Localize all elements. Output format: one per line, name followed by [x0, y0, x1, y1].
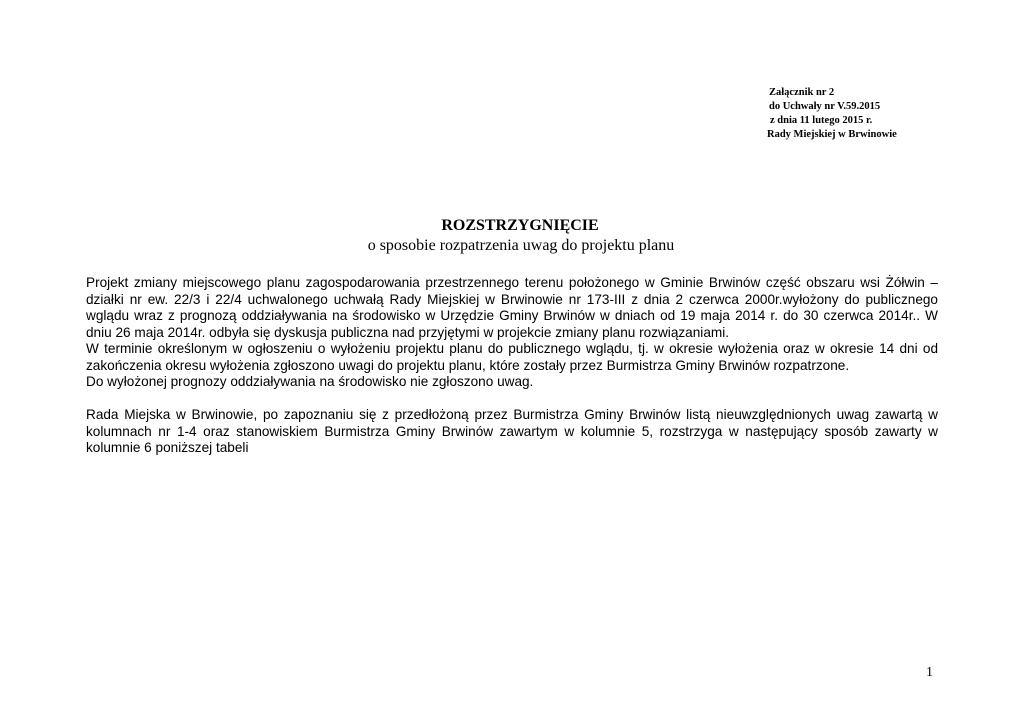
annex-date: z dnia 11 lutego 2015 r. — [770, 115, 873, 126]
body-paragraph: Projekt zmiany miejscowego planu zagospodarowania przestrzennego terenu położonego w Gminie Brwinów część obszaru wsi Żółwin – działki nr ew. 22/3 i 22/4 uchwalonego uchwałą Rady Miejskiej w Brwinowie nr 173-III z dnia 2 czerwca 2000r.wyłożony do publicznego wglądu wraz z prognozą oddziaływania na środowisko w Urzędzie Gminy Brwinów w dniach od 19 maja 2014 r. do 30 czerwca 2014r.. W dniu 26 maja 2014r. odbyła się dyskusja publiczna nad przyjętymi w projekcie zmiany planu rozwiązaniami. — [86, 275, 938, 340]
document-subtitle: o sposobie rozpatrzenia uwag do projektu planu — [367, 237, 675, 254]
annex-header — [766, 86, 897, 142]
body-paragraph: Do wyłożonej prognozy oddziaływania na środowisko nie zgłoszono uwag. — [86, 374, 534, 389]
body-paragraph: W terminie określonym w ogłoszeniu o wyłożeniu projektu planu do publicznego wglądu, tj. w okresie wyłożenia oraz w okresie 14 dni od zakończenia okresu wyłożenia zgłoszono uwagi do projektu planu, które zostały przez Burmistrza Gminy Brwinów rozpatrzone. — [86, 341, 938, 373]
document-body — [86, 275, 938, 457]
document-title: ROZSTRZYGNIĘCIE — [441, 217, 599, 234]
annex-number: Załącznik nr 2 — [769, 87, 835, 98]
paragraph-spacer — [86, 391, 938, 408]
page-number: 1 — [926, 665, 933, 680]
annex-resolution: do Uchwały nr V.59.2015 — [769, 101, 881, 112]
title-block — [0, 216, 1024, 255]
annex-council: Rady Miejskiej w Brwinowie — [767, 129, 897, 140]
body-paragraph: Rada Miejska w Brwinowie, po zapoznaniu się z przedłożoną przez Burmistrza Gminy Brwinów listą nieuwzględnionych uwag zawartą w kolumnach nr 1-4 oraz stanowiskiem Burmistrza Gminy Brwinów zawartym w kolumnie 5, rozstrzyga w następujący sposób zawarty w kolumnie 6 poniższej tabeli — [86, 407, 938, 455]
